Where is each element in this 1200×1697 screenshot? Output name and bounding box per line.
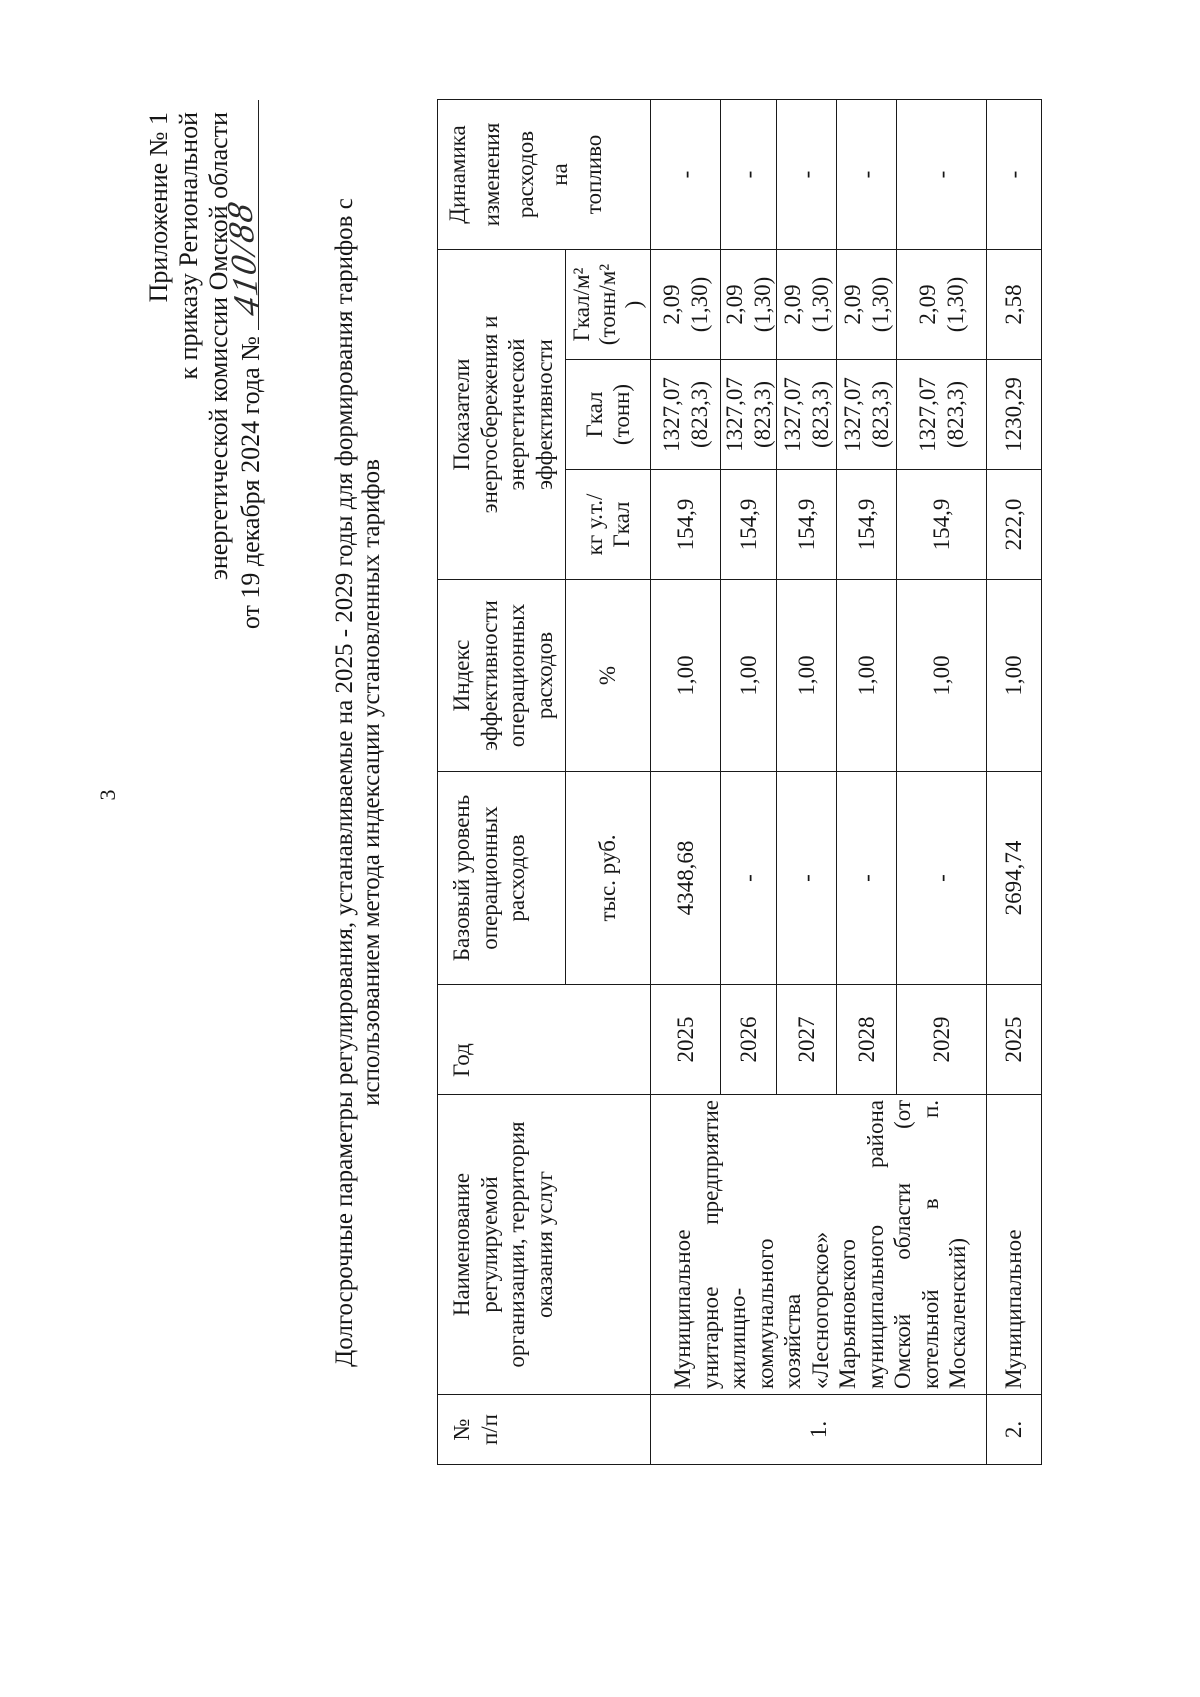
- header-cell-fuel-dynamics: [438, 99, 651, 249]
- table-cell-fuel-dynamics: -: [777, 99, 837, 249]
- table-cell-heat: [897, 360, 987, 470]
- cell-line: (1,30): [686, 276, 712, 333]
- header-line: Гкал: [581, 391, 607, 438]
- table-cell-heat: [651, 360, 721, 470]
- header-cell-efficiency-index: [438, 580, 566, 772]
- header-line: Гкал/м²: [569, 267, 594, 342]
- cell-line: 1327,07: [780, 377, 805, 452]
- name-line: Омской области (от: [890, 1100, 915, 1389]
- table-cell-efficiency-index: 1,00: [777, 580, 837, 772]
- header-line: расходов: [531, 631, 557, 720]
- table-cell-heat: [721, 360, 777, 470]
- header-cell-heat-unit: [566, 360, 651, 470]
- table-cell-number: 1.: [651, 1395, 987, 1465]
- table-cell-heat: [987, 360, 1042, 470]
- cell-line: 2,09: [915, 284, 940, 325]
- header-cell-base-opex: [438, 772, 566, 985]
- table-cell-year: 2029: [897, 985, 987, 1095]
- header-cell-base-opex-unit: тыс. руб.: [566, 772, 651, 985]
- header-line: Динамика: [445, 125, 470, 224]
- header-line: кг у.т./: [581, 493, 607, 556]
- name-line: котельной в п.: [917, 1100, 943, 1389]
- parameters-table: [437, 99, 1042, 1465]
- header-line: операционных: [504, 603, 529, 748]
- header-cell-year: Год: [438, 985, 651, 1095]
- appendix-line-1: Приложение № 1: [144, 112, 173, 303]
- header-line: Гкал: [609, 501, 634, 548]
- table-cell-base-opex: -: [777, 772, 837, 985]
- table-cell-efficiency-index: 1,00: [897, 580, 987, 772]
- header-line: организации, территория: [504, 1121, 529, 1368]
- name-line: муниципального района: [862, 1100, 888, 1389]
- name-line: Муниципальное: [1001, 1229, 1027, 1389]
- table-cell-base-opex: -: [837, 772, 897, 985]
- name-line: «Лесногорское»: [807, 1231, 833, 1389]
- header-cell-number: [438, 1395, 651, 1465]
- header-line: регулируемой: [476, 1176, 502, 1313]
- header-line: энергетической: [504, 338, 529, 491]
- cell-line: (1,30): [867, 276, 893, 333]
- header-line: расходов: [504, 834, 529, 922]
- table-cell-base-opex: 4348,68: [651, 772, 721, 985]
- header-cell-energy-indicators: [438, 249, 566, 579]
- header-line: топливо: [581, 134, 606, 215]
- table-cell-efficiency-index: 1,00: [837, 580, 897, 772]
- appendix-line-2: к приказу Региональной: [174, 112, 203, 380]
- cell-line: (823,3): [942, 380, 968, 449]
- cell-line: 1230,29: [1001, 377, 1027, 452]
- cell-line: 1327,07: [915, 377, 940, 452]
- table-cell-fuel-dynamics: -: [651, 99, 721, 249]
- appendix-header: [144, 100, 266, 629]
- table-cell-fuel-dynamics: -: [987, 99, 1042, 249]
- name-line: унитарное предприятие: [697, 1100, 723, 1389]
- header-line: эффективности: [476, 600, 502, 751]
- name-line: жилищно-: [725, 1287, 750, 1389]
- table-cell-fuel-rate: 154,9: [651, 470, 721, 580]
- cell-line: 2,09: [722, 284, 747, 325]
- header-line: Показатели: [449, 358, 474, 471]
- name-line: Муниципальное: [670, 1229, 695, 1389]
- cell-line: 2,09: [659, 284, 684, 325]
- table-cell-year: 2027: [777, 985, 837, 1095]
- cell-line: 2,09: [780, 284, 805, 325]
- table-cell-heat: [837, 360, 897, 470]
- page-number: 3: [95, 789, 120, 801]
- table-cell-organization: [651, 1095, 987, 1395]
- table-cell-base-opex: -: [897, 772, 987, 985]
- handwritten-order-number: 410/88: [219, 197, 267, 319]
- header-line: Индекс: [449, 639, 474, 712]
- table-cell-fuel-rate: 154,9: [897, 470, 987, 580]
- cell-line: 1327,07: [722, 377, 747, 452]
- header-line: №: [449, 1418, 474, 1441]
- table-cell-number: 2.: [987, 1395, 1042, 1465]
- table-cell-base-opex: -: [721, 772, 777, 985]
- cell-line: (823,3): [749, 380, 775, 449]
- table-cell-heat-per-m2: [651, 249, 721, 359]
- cell-line: (823,3): [807, 380, 833, 449]
- header-line: Наименование: [449, 1172, 474, 1317]
- header-line: ): [621, 300, 646, 309]
- header-line: (тонн/м²: [595, 263, 620, 346]
- name-line: коммунального: [752, 1238, 778, 1389]
- cell-line: 1327,07: [659, 377, 684, 452]
- cell-line: (1,30): [749, 276, 775, 333]
- header-line: на: [547, 163, 572, 186]
- order-number-underline: [219, 100, 267, 330]
- table-cell-fuel-dynamics: -: [897, 99, 987, 249]
- header-line: Базовый уровень: [449, 794, 474, 962]
- cell-line: (1,30): [807, 276, 833, 333]
- table-cell-fuel-rate: 154,9: [777, 470, 837, 580]
- header-cell-fuel-rate-unit: [566, 470, 651, 580]
- table-header-row: [438, 99, 566, 1464]
- table-cell-heat-per-m2: [777, 249, 837, 359]
- header-line: изменения: [479, 122, 504, 227]
- table-cell-heat-per-m2: [837, 249, 897, 359]
- header-cell-efficiency-index-unit: %: [566, 580, 651, 772]
- cell-line: (823,3): [867, 380, 893, 449]
- table-cell-fuel-rate: 222,0: [987, 470, 1042, 580]
- table-cell-efficiency-index: 1,00: [651, 580, 721, 772]
- name-line: Москаленский): [945, 1237, 970, 1389]
- appendix-line-4: [219, 100, 267, 630]
- header-cell-heat-per-m2-unit: [566, 249, 651, 359]
- table-row: [651, 99, 721, 1464]
- table-row: [987, 99, 1042, 1464]
- table-cell-year: 2028: [837, 985, 897, 1095]
- header-line: энергосбережения и: [476, 315, 502, 514]
- header-line: операционных: [476, 806, 502, 950]
- header-line: п/п: [476, 1414, 502, 1446]
- appendix-line-3: энергетической комиссии Омской области: [204, 112, 233, 581]
- appendix-date-text: от 19 декабря 2024 года №: [236, 336, 265, 630]
- cell-line: (823,3): [686, 380, 712, 449]
- cell-line: 2,09: [840, 284, 865, 325]
- title-line-2: использованием метода индексации установленных тарифов: [358, 459, 385, 1106]
- table-cell-year: 2025: [987, 985, 1042, 1095]
- table-cell-fuel-dynamics: -: [837, 99, 897, 249]
- header-cell-organization: [438, 1095, 651, 1395]
- header-line: эффективности: [531, 339, 557, 490]
- table-cell-efficiency-index: 1,00: [721, 580, 777, 772]
- table-cell-efficiency-index: 1,00: [987, 580, 1042, 772]
- table-cell-heat-per-m2: [897, 249, 987, 359]
- cell-line: (1,30): [942, 276, 968, 333]
- table-cell-heat-per-m2: [987, 249, 1042, 359]
- name-line: хозяйства: [780, 1293, 805, 1389]
- cell-line: 2,58: [1001, 284, 1027, 325]
- table-cell-year: 2025: [651, 985, 721, 1095]
- document-title: [331, 100, 385, 1465]
- name-line: Марьяновского: [835, 1239, 860, 1389]
- table-cell-organization: [987, 1095, 1042, 1395]
- table-cell-fuel-rate: 154,9: [837, 470, 897, 580]
- title-line-1: Долгосрочные параметры регулирования, устанавливаемые на 2025 - 2029 годы для формирования тарифов с: [331, 198, 358, 1367]
- table-cell-fuel-dynamics: -: [721, 99, 777, 249]
- table-cell-fuel-rate: 154,9: [721, 470, 777, 580]
- table-cell-year: 2026: [721, 985, 777, 1095]
- header-line: (тонн): [609, 383, 634, 446]
- table-cell-base-opex: 2694,74: [987, 772, 1042, 985]
- table-cell-heat: [777, 360, 837, 470]
- table-cell-heat-per-m2: [721, 249, 777, 359]
- cell-line: 1327,07: [840, 377, 865, 452]
- header-line: оказания услуг: [531, 1171, 557, 1318]
- header-line: расходов: [513, 130, 538, 219]
